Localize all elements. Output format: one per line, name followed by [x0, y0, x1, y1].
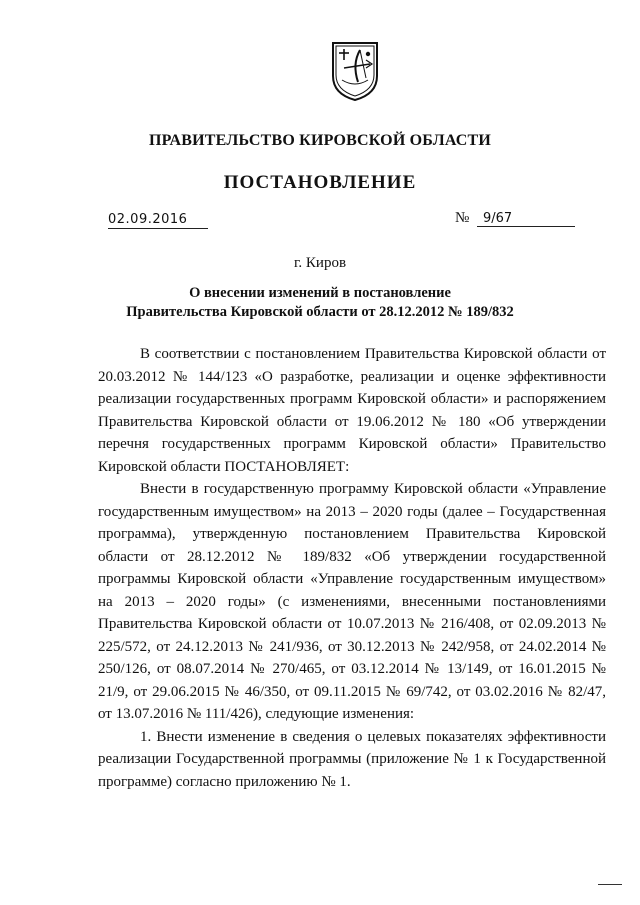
- body-paragraph: Внести в государственную программу Кировской области «Управление государственным имуществом» на 2013 – 2020 годы (далее – Государственная программа), утвержденную постановлением Правительства Кировской области от 28.12.2012 № 189/832 «Об утверждении государственной программы Кировской области «Управление государственным имуществом» на 2013 – 2020 годы» (с изменениями, внесенными постановлениями Правительства Кировской области от 10.07.2013 № 216/408, от 02.09.2013 № 225/572, от 24.12.2013 № 241/936, от 30.12.2013 № 242/958, от 24.02.2014 № 250/126, от 08.07.2014 № 270/465, от 03.12.2014 № 13/149, от 16.01.2015 № 21/9, от 29.06.2015 № 46/350, от 09.11.2015 № 69/742, от 03.02.2016 № 82/47, от 13.07.2016 № 111/426), следующие изменения:: [98, 481, 606, 722]
- document-number-field: [455, 210, 580, 227]
- number-sign: №: [455, 210, 470, 226]
- city-label: г. Киров: [293, 255, 347, 271]
- subject-line-2: Правительства Кировской области от 28.12.2012 № 189/832: [126, 304, 514, 320]
- document-type-title: ПОСТАНОВЛЕНИЕ: [223, 172, 417, 193]
- subject-line-1: О внесении изменений в постановление: [189, 285, 451, 301]
- document-subject: [0, 284, 640, 322]
- body-paragraph: В соответствии с постановлением Правительства Кировской области от 20.03.2012 № 144/123 «О разработке, реализации и оценке эффективности реализации государственных программ Кировской области» и распоряжением Правительства Кировской области от 19.06.2012 № 180 «Об утверждении перечня государственных программ Кировской области» Правительство Кировской области ПОСТАНОВЛЯЕТ:: [98, 346, 606, 475]
- document-body: [98, 343, 606, 793]
- body-paragraph: 1. Внести изменение в сведения о целевых показателях эффективности реализации Государственной программы (приложение № 1 к Государственной программе) согласно приложению № 1.: [98, 728, 606, 790]
- document-date: 02.09.2016: [108, 212, 208, 229]
- kirov-coat-of-arms-icon: [330, 40, 380, 102]
- document-number: 9/67: [477, 211, 575, 227]
- page-edge-mark: [598, 884, 622, 885]
- government-title: ПРАВИТЕЛЬСТВО КИРОВСКОЙ ОБЛАСТИ: [148, 132, 492, 149]
